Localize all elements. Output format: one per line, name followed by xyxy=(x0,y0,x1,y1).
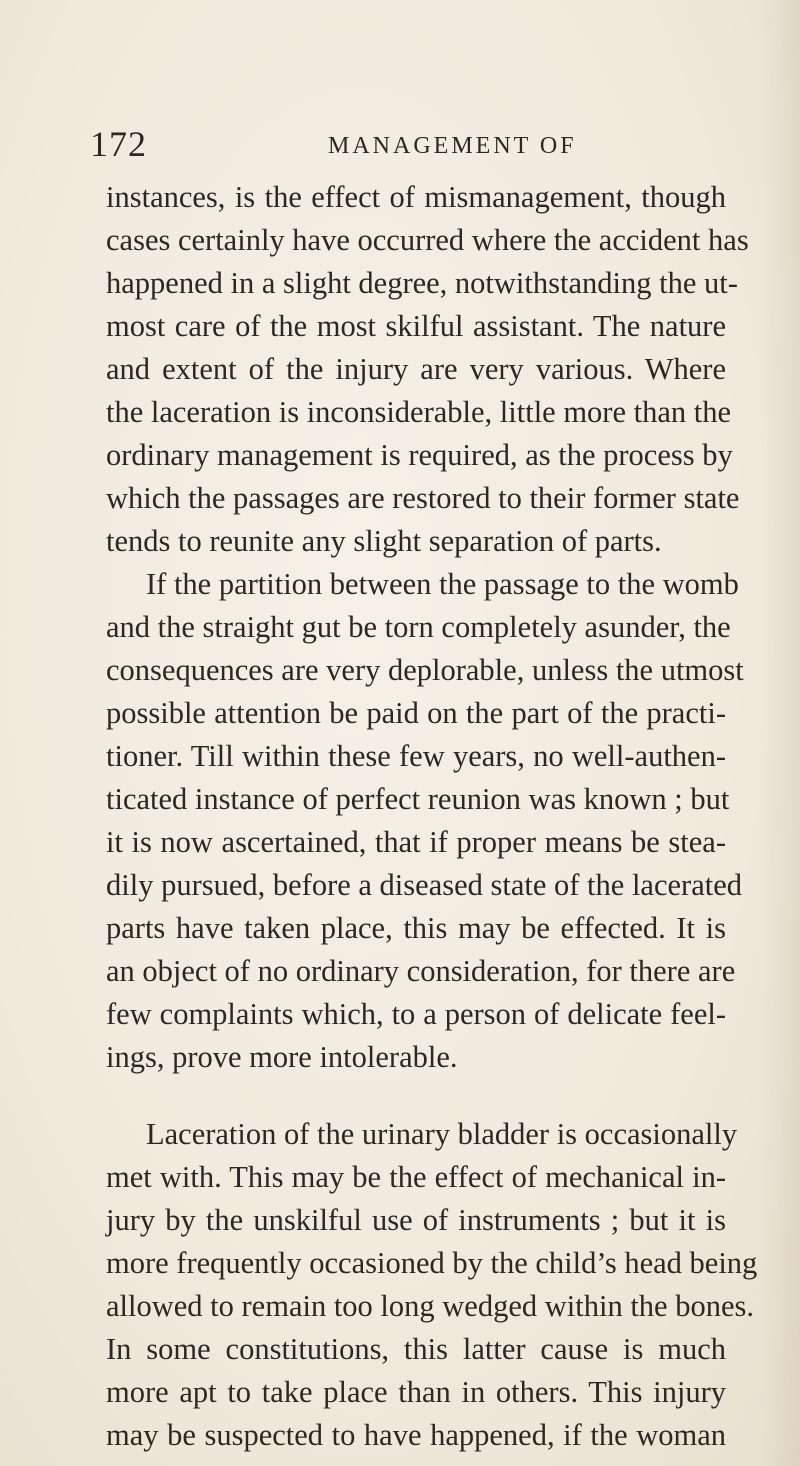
text-line: ordinary management is required, as the process by xyxy=(106,438,733,472)
text-line: Laceration of the urinary bladder is occasionally xyxy=(146,1117,738,1151)
running-title: MANAGEMENT OF xyxy=(328,133,577,159)
text-line: most care of the most skilful assistant. The nature xyxy=(106,309,726,343)
text-line: instances, is the effect of mismanagement, though xyxy=(106,180,726,214)
text-line: may be suspected to have happened, if the woman xyxy=(106,1418,726,1452)
text-line: possible attention be paid on the part of the practi- xyxy=(106,696,726,730)
page-number: 172 xyxy=(90,124,147,164)
text-line: met with. This may be the effect of mechanical in- xyxy=(106,1160,726,1194)
text-line: the laceration is inconsiderable, little more than the xyxy=(106,395,732,429)
text-line: it is now ascertained, that if proper means be stea- xyxy=(106,825,726,859)
text-line: tends to reunite any slight separation of parts. xyxy=(106,524,662,558)
text-line: an object of no ordinary consideration, for there are xyxy=(106,954,736,988)
paragraph-gap xyxy=(106,1079,726,1113)
text-line: few complaints which, to a person of delicate feel- xyxy=(106,997,726,1031)
text-line: happened in a slight degree, notwithstanding the ut- xyxy=(106,266,738,300)
text-line: cases certainly have occurred where the accident has xyxy=(106,223,749,257)
text-line: ings, prove more intolerable. xyxy=(106,1040,458,1074)
text-line: If the partition between the passage to the womb xyxy=(146,567,739,601)
text-line: jury by the unskilful use of instruments ; but it is xyxy=(106,1203,726,1237)
text-line: ticated instance of perfect reunion was known ; but xyxy=(106,782,730,816)
text-line: tioner. Till within these few years, no well-authen- xyxy=(106,739,726,773)
page-edge-shadow xyxy=(760,0,800,1466)
text-line: parts have taken place, this may be effected. It is xyxy=(106,911,726,945)
text-line: more frequently occasioned by the child’s head being xyxy=(106,1246,758,1280)
text-line: consequences are very deplorable, unless the utmost xyxy=(106,653,744,687)
text-line: In some constitutions, this latter cause is much xyxy=(106,1332,726,1366)
text-line: allowed to remain too long wedged within the bones. xyxy=(106,1289,754,1323)
text-line: and extent of the injury are very various. Where xyxy=(106,352,726,386)
text-line: which the passages are restored to their former state xyxy=(106,481,740,515)
text-line: dily pursued, before a diseased state of the lacerated xyxy=(106,868,742,902)
body-text xyxy=(106,176,758,1457)
text-line: and the straight gut be torn completely asunder, the xyxy=(106,610,731,644)
running-head xyxy=(0,124,800,164)
text-line: more apt to take place than in others. This injury xyxy=(106,1375,726,1409)
